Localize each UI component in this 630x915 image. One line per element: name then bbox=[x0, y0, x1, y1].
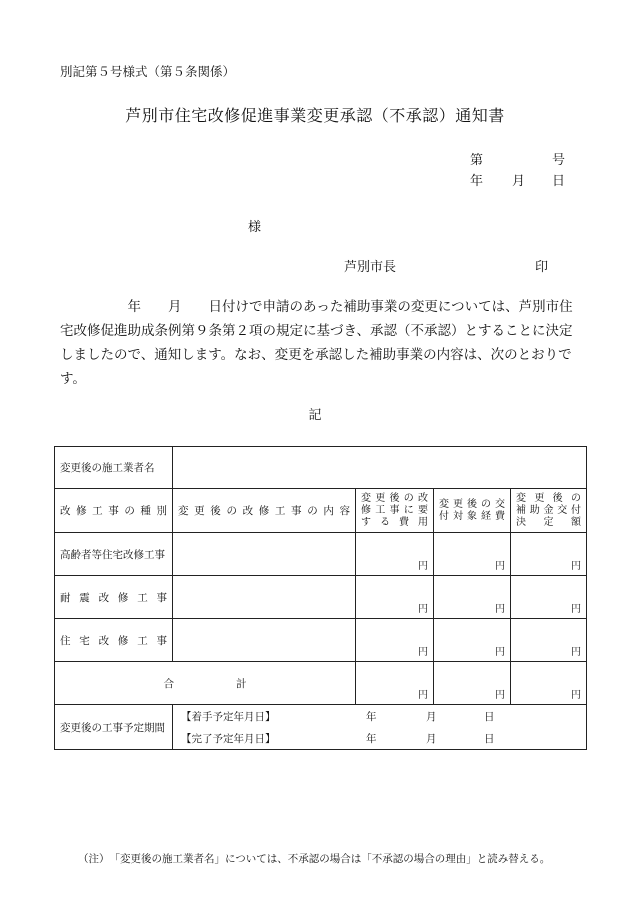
body-line: しましたので、通知します。なお、変更を承認した補助事業の内容は、次のとおりで bbox=[60, 347, 572, 363]
number-prefix: 第 bbox=[470, 153, 484, 168]
contractor-label: 変更後の施工業者名 bbox=[55, 447, 173, 489]
content-cell[interactable] bbox=[173, 576, 356, 619]
content-cell[interactable] bbox=[173, 619, 356, 662]
total-label bbox=[55, 662, 356, 705]
start-day: 日 bbox=[484, 711, 495, 723]
grant-decision-cell[interactable]: 円 bbox=[511, 576, 587, 619]
body-line: 宅改修促進助成条例第９条第２項の規定に基づき、承認（不承認）とすることに決定 bbox=[60, 323, 573, 339]
end-date-row[interactable] bbox=[173, 727, 586, 749]
body-line: す。 bbox=[60, 371, 86, 387]
start-date-row[interactable] bbox=[173, 705, 586, 727]
grant-base-cell[interactable]: 円 bbox=[434, 576, 511, 619]
cost-header-line: 変更後の改 bbox=[361, 492, 428, 504]
schedule-cell bbox=[173, 705, 587, 750]
grant-base-cell[interactable]: 円 bbox=[434, 533, 511, 576]
col-grant-base-header bbox=[434, 489, 511, 533]
schedule-row bbox=[55, 705, 587, 750]
grant-decision-cell[interactable]: 円 bbox=[511, 619, 587, 662]
cost-cell[interactable]: 円 bbox=[356, 533, 434, 576]
total-grant-decision-cell[interactable]: 円 bbox=[511, 662, 587, 705]
row-label-elderly: 高齢者等住宅改修工事 bbox=[55, 533, 173, 576]
col-cost-header bbox=[356, 489, 434, 533]
end-year: 年 bbox=[366, 733, 377, 745]
date-month: 月 bbox=[512, 174, 526, 189]
document-title: 芦別市住宅改修促進事業変更承認（不承認）通知書 bbox=[125, 106, 505, 125]
cost-cell[interactable]: 円 bbox=[356, 576, 434, 619]
table-row bbox=[55, 619, 587, 662]
date-day: 日 bbox=[552, 174, 566, 189]
cost-cell[interactable]: 円 bbox=[356, 619, 434, 662]
row-label-seismic: 耐震改修工事 bbox=[55, 576, 173, 619]
grant-decision-header-line: 補助金交付 bbox=[516, 504, 581, 516]
body-line: 年 月 日付けで申請のあった補助事業の変更については、芦別市住 bbox=[60, 299, 573, 315]
table-row bbox=[55, 533, 587, 576]
cost-header-line: する費用 bbox=[361, 516, 428, 528]
col-grant-decision-header bbox=[511, 489, 587, 533]
number-suffix: 号 bbox=[552, 153, 566, 168]
contractor-value[interactable] bbox=[173, 447, 587, 489]
start-month: 月 bbox=[426, 711, 437, 723]
total-cost-cell[interactable]: 円 bbox=[356, 662, 434, 705]
contractor-row bbox=[55, 447, 587, 489]
total-label-part: 合 bbox=[163, 677, 174, 690]
total-label-part: 計 bbox=[236, 677, 247, 690]
form-number: 別記第５号様式（第５条関係） bbox=[60, 64, 236, 79]
total-grant-base-cell[interactable]: 円 bbox=[434, 662, 511, 705]
grant-base-header-line: 付対象経費 bbox=[439, 510, 505, 522]
schedule-label: 変更後の工事予定期間 bbox=[55, 705, 173, 750]
col-type-header: 改修工事の種別 bbox=[55, 489, 173, 533]
grant-base-cell[interactable]: 円 bbox=[434, 619, 511, 662]
end-date-label: 【完了予定年月日】 bbox=[181, 733, 276, 745]
grant-decision-header-line: 変更後の bbox=[516, 492, 581, 504]
addressee: 様 bbox=[248, 220, 262, 235]
end-day: 日 bbox=[484, 733, 495, 745]
issuer-name: 芦別市長 bbox=[344, 260, 397, 275]
seal-mark: 印 bbox=[535, 260, 549, 275]
start-date-label: 【着手予定年月日】 bbox=[181, 711, 276, 723]
col-content-header: 変更後の改修工事の内容 bbox=[173, 489, 356, 533]
ki-heading: 記 bbox=[308, 408, 322, 423]
change-details-table bbox=[54, 446, 587, 750]
date-year: 年 bbox=[470, 174, 484, 189]
grant-decision-cell[interactable]: 円 bbox=[511, 533, 587, 576]
header-row bbox=[55, 489, 587, 533]
total-row bbox=[55, 662, 587, 705]
start-year: 年 bbox=[366, 711, 377, 723]
content-cell[interactable] bbox=[173, 533, 356, 576]
row-label-housing: 住宅改修工事 bbox=[55, 619, 173, 662]
grant-decision-header-line: 決定額 bbox=[516, 516, 581, 528]
end-month: 月 bbox=[426, 733, 437, 745]
footnote: （注） 「変更後の施工業者名」については、不承認の場合は「不承認の場合の理由」と読み替える。 bbox=[78, 853, 551, 865]
cost-header-line: 修工事に要 bbox=[361, 504, 428, 516]
table-row bbox=[55, 576, 587, 619]
notice-body bbox=[60, 295, 586, 391]
grant-base-header-line: 変更後の交 bbox=[439, 498, 505, 510]
